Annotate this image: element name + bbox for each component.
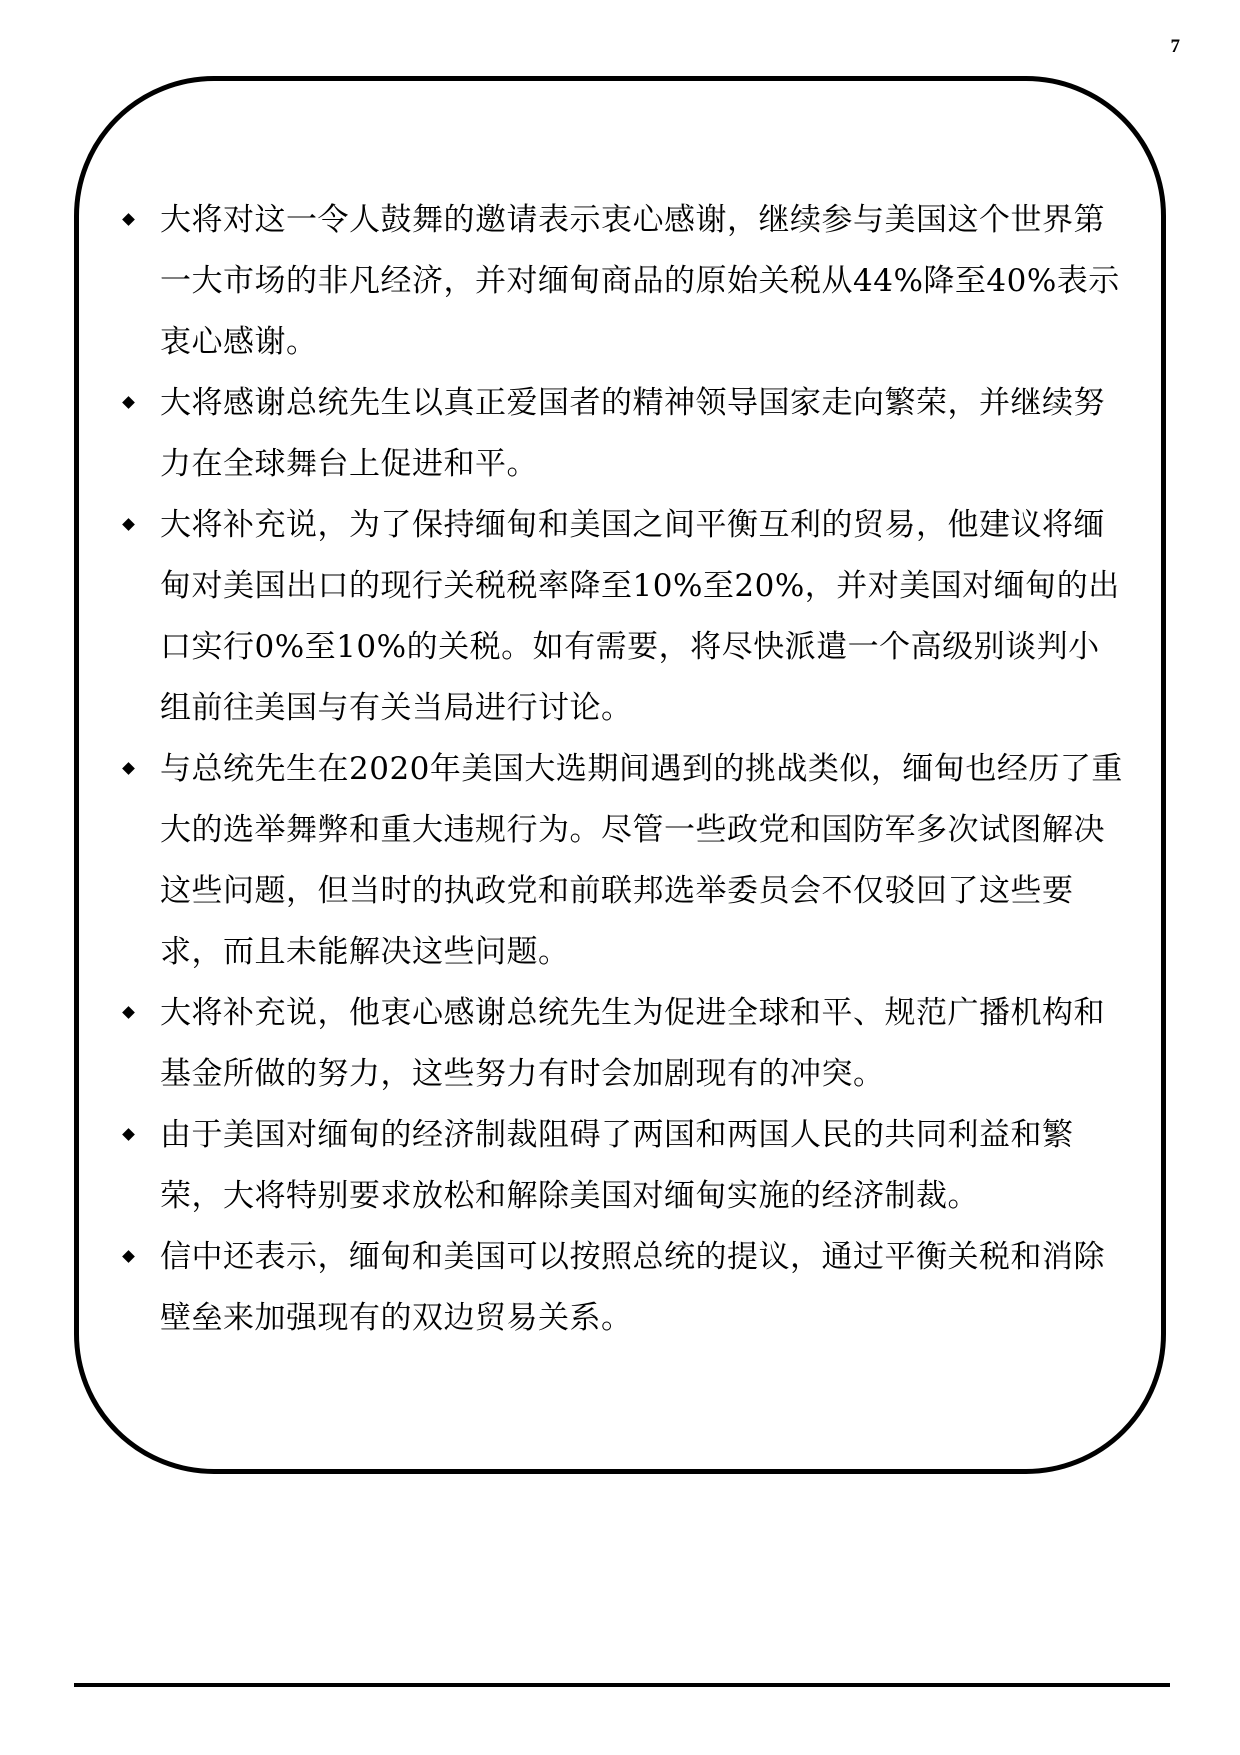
bullet-list [118,190,1128,1349]
footer-divider [74,1683,1170,1687]
list-item [118,739,1128,983]
list-item [118,983,1128,1105]
bullet-text: 大将对这一令人鼓舞的邀请表示衷心感谢，继续参与美国这个世界第一大市场的非凡经济，并对缅甸商品的原始关税从44%降至40%表示衷心感谢。 [160,202,1120,360]
diamond-bullet-icon [122,1006,135,1019]
bullet-text: 大将补充说，他衷心感谢总统先生为促进全球和平、规范广播机构和基金所做的努力，这些努力有时会加剧现有的冲突。 [160,995,1105,1092]
diamond-bullet-icon [122,1128,135,1141]
bullet-text: 与总统先生在2020年美国大选期间遇到的挑战类似，缅甸也经历了重大的选举舞弊和重大违规行为。尽管一些政党和国防军多次试图解决这些问题，但当时的执政党和前联邦选举委员会不仅驳回了这些要求，而且未能解决这些问题。 [160,751,1123,970]
bullet-text: 由于美国对缅甸的经济制裁阻碍了两国和两国人民的共同利益和繁荣，大将特别要求放松和解除美国对缅甸实施的经济制裁。 [160,1117,1074,1214]
list-item [118,1227,1128,1349]
list-item [118,1105,1128,1227]
diamond-bullet-icon [122,1250,135,1263]
diamond-bullet-icon [122,762,135,775]
bullet-text: 大将补充说，为了保持缅甸和美国之间平衡互利的贸易，他建议将缅甸对美国出口的现行关税税率降至10%至20%，并对美国对缅甸的出口实行0%至10%的关税。如有需要，将尽快派遣一个高级别谈判小组前往美国与有关当局进行讨论。 [160,507,1120,726]
bullet-text: 大将感谢总统先生以真正爱国者的精神领导国家走向繁荣，并继续努力在全球舞台上促进和平。 [160,385,1105,482]
page-number: 7 [1170,36,1180,57]
diamond-bullet-icon [122,396,135,409]
bullet-text: 信中还表示，缅甸和美国可以按照总统的提议，通过平衡关税和消除壁垒来加强现有的双边贸易关系。 [160,1239,1105,1336]
list-item [118,190,1128,373]
list-item [118,495,1128,739]
diamond-bullet-icon [122,518,135,531]
diamond-bullet-icon [122,213,135,226]
list-item [118,373,1128,495]
